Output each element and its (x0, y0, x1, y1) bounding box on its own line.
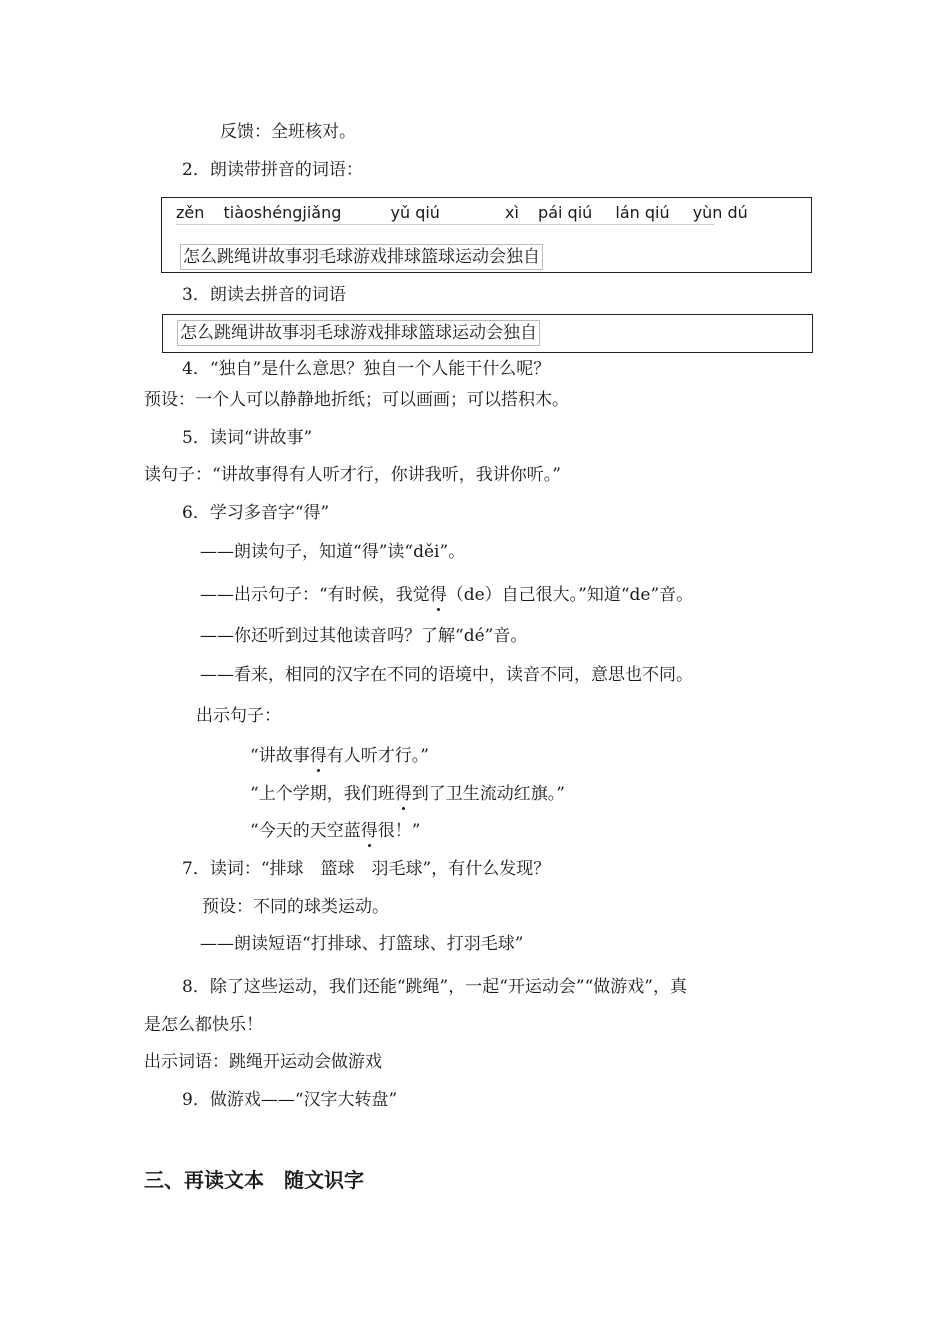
item-5-title: 5．读词“讲故事” (182, 428, 313, 448)
pinyin-5: pái qiú (538, 203, 593, 222)
dotted-char: 得 (429, 585, 447, 605)
pinyin-7: yùn dú (692, 203, 748, 222)
example-sentence-1-post: 有人听才行。” (326, 746, 429, 766)
pinyin-3: yǔ qiú (390, 203, 440, 222)
item-6-step-b-pre: ——出示句子：“有时候，我觉 (200, 585, 430, 605)
item-7-title: 7．读词：“排球 篮球 羽毛球”，有什么发现？ (182, 859, 551, 879)
pinyin-4: xì (505, 203, 519, 222)
item-6-step-a: ——朗读句子，知道“得”读“děi”。 (200, 542, 466, 562)
words-without-pinyin: 怎么跳绳讲故事羽毛球游戏排球篮球运动会独自 (177, 320, 540, 346)
example-sentence-3 (250, 820, 420, 842)
item-6-step-b (200, 584, 693, 606)
words-box (162, 314, 813, 353)
show-sentences-label: 出示句子： (196, 706, 281, 726)
item-6-title: 6．学习多音字“得” (182, 503, 330, 523)
feedback-line: 反馈：全班核对。 (220, 122, 356, 142)
pinyin-6: lán qiú (615, 203, 670, 222)
item-4-preset: 预设：一个人可以静静地折纸；可以画画；可以搭积木。 (144, 390, 569, 410)
example-sentence-2 (250, 783, 565, 805)
pinyin-2: tiàoshéngjiǎng (223, 203, 342, 222)
item-9-title: 9．做游戏——“汉字大转盘” (182, 1090, 398, 1110)
item-3-title: 3．朗读去拼音的词语 (182, 285, 346, 305)
example-sentence-1 (250, 745, 429, 767)
pinyin-1: zěn (176, 203, 205, 222)
words-with-pinyin: 怎么跳绳讲故事羽毛球游戏排球篮球运动会独自 (180, 244, 543, 270)
example-sentence-3-post: 很！” (377, 821, 421, 841)
pinyin-words-box (161, 197, 812, 273)
item-8-line-2: 是怎么都快乐！ (144, 1015, 263, 1035)
example-sentence-1-pre: “讲故事 (250, 746, 310, 766)
item-6-step-c: ——你还听到过其他读音吗？了解“dé”音。 (200, 626, 528, 646)
example-sentence-2-pre: “上个学期，我们班 (250, 784, 395, 804)
item-7-read: ——朗读短语“打排球、打篮球、打羽毛球” (200, 934, 524, 954)
item-7-preset: 预设：不同的球类运动。 (202, 897, 389, 917)
item-8-line-1: 8．除了这些运动，我们还能“跳绳”，一起“开运动会”“做游戏”，真 (182, 977, 687, 997)
item-2-title: 2．朗读带拼音的词语： (182, 160, 363, 180)
item-6-step-d: ——看来，相同的汉字在不同的语境中，读音不同，意思也不同。 (200, 665, 693, 685)
dotted-char: 得 (360, 821, 378, 841)
pinyin-row (176, 202, 748, 225)
section-3-heading: 三、再读文本 随文识字 (144, 1168, 364, 1192)
example-sentence-3-pre: “今天的天空蓝 (250, 821, 361, 841)
item-5-sentence: 读句子：“讲故事得有人听才行，你讲我听，我讲你听。” (144, 465, 561, 485)
example-sentence-2-post: 到了卫生流动红旗。” (411, 784, 565, 804)
dotted-char: 得 (394, 784, 412, 804)
item-4-question: 4．“独自”是什么意思？独自一个人能干什么呢？ (182, 359, 551, 379)
item-8-show-words: 出示词语：跳绳开运动会做游戏 (144, 1052, 382, 1072)
item-6-step-b-post: （de）自己很大。”知道“de”音。 (446, 585, 694, 605)
dotted-char: 得 (309, 746, 327, 766)
